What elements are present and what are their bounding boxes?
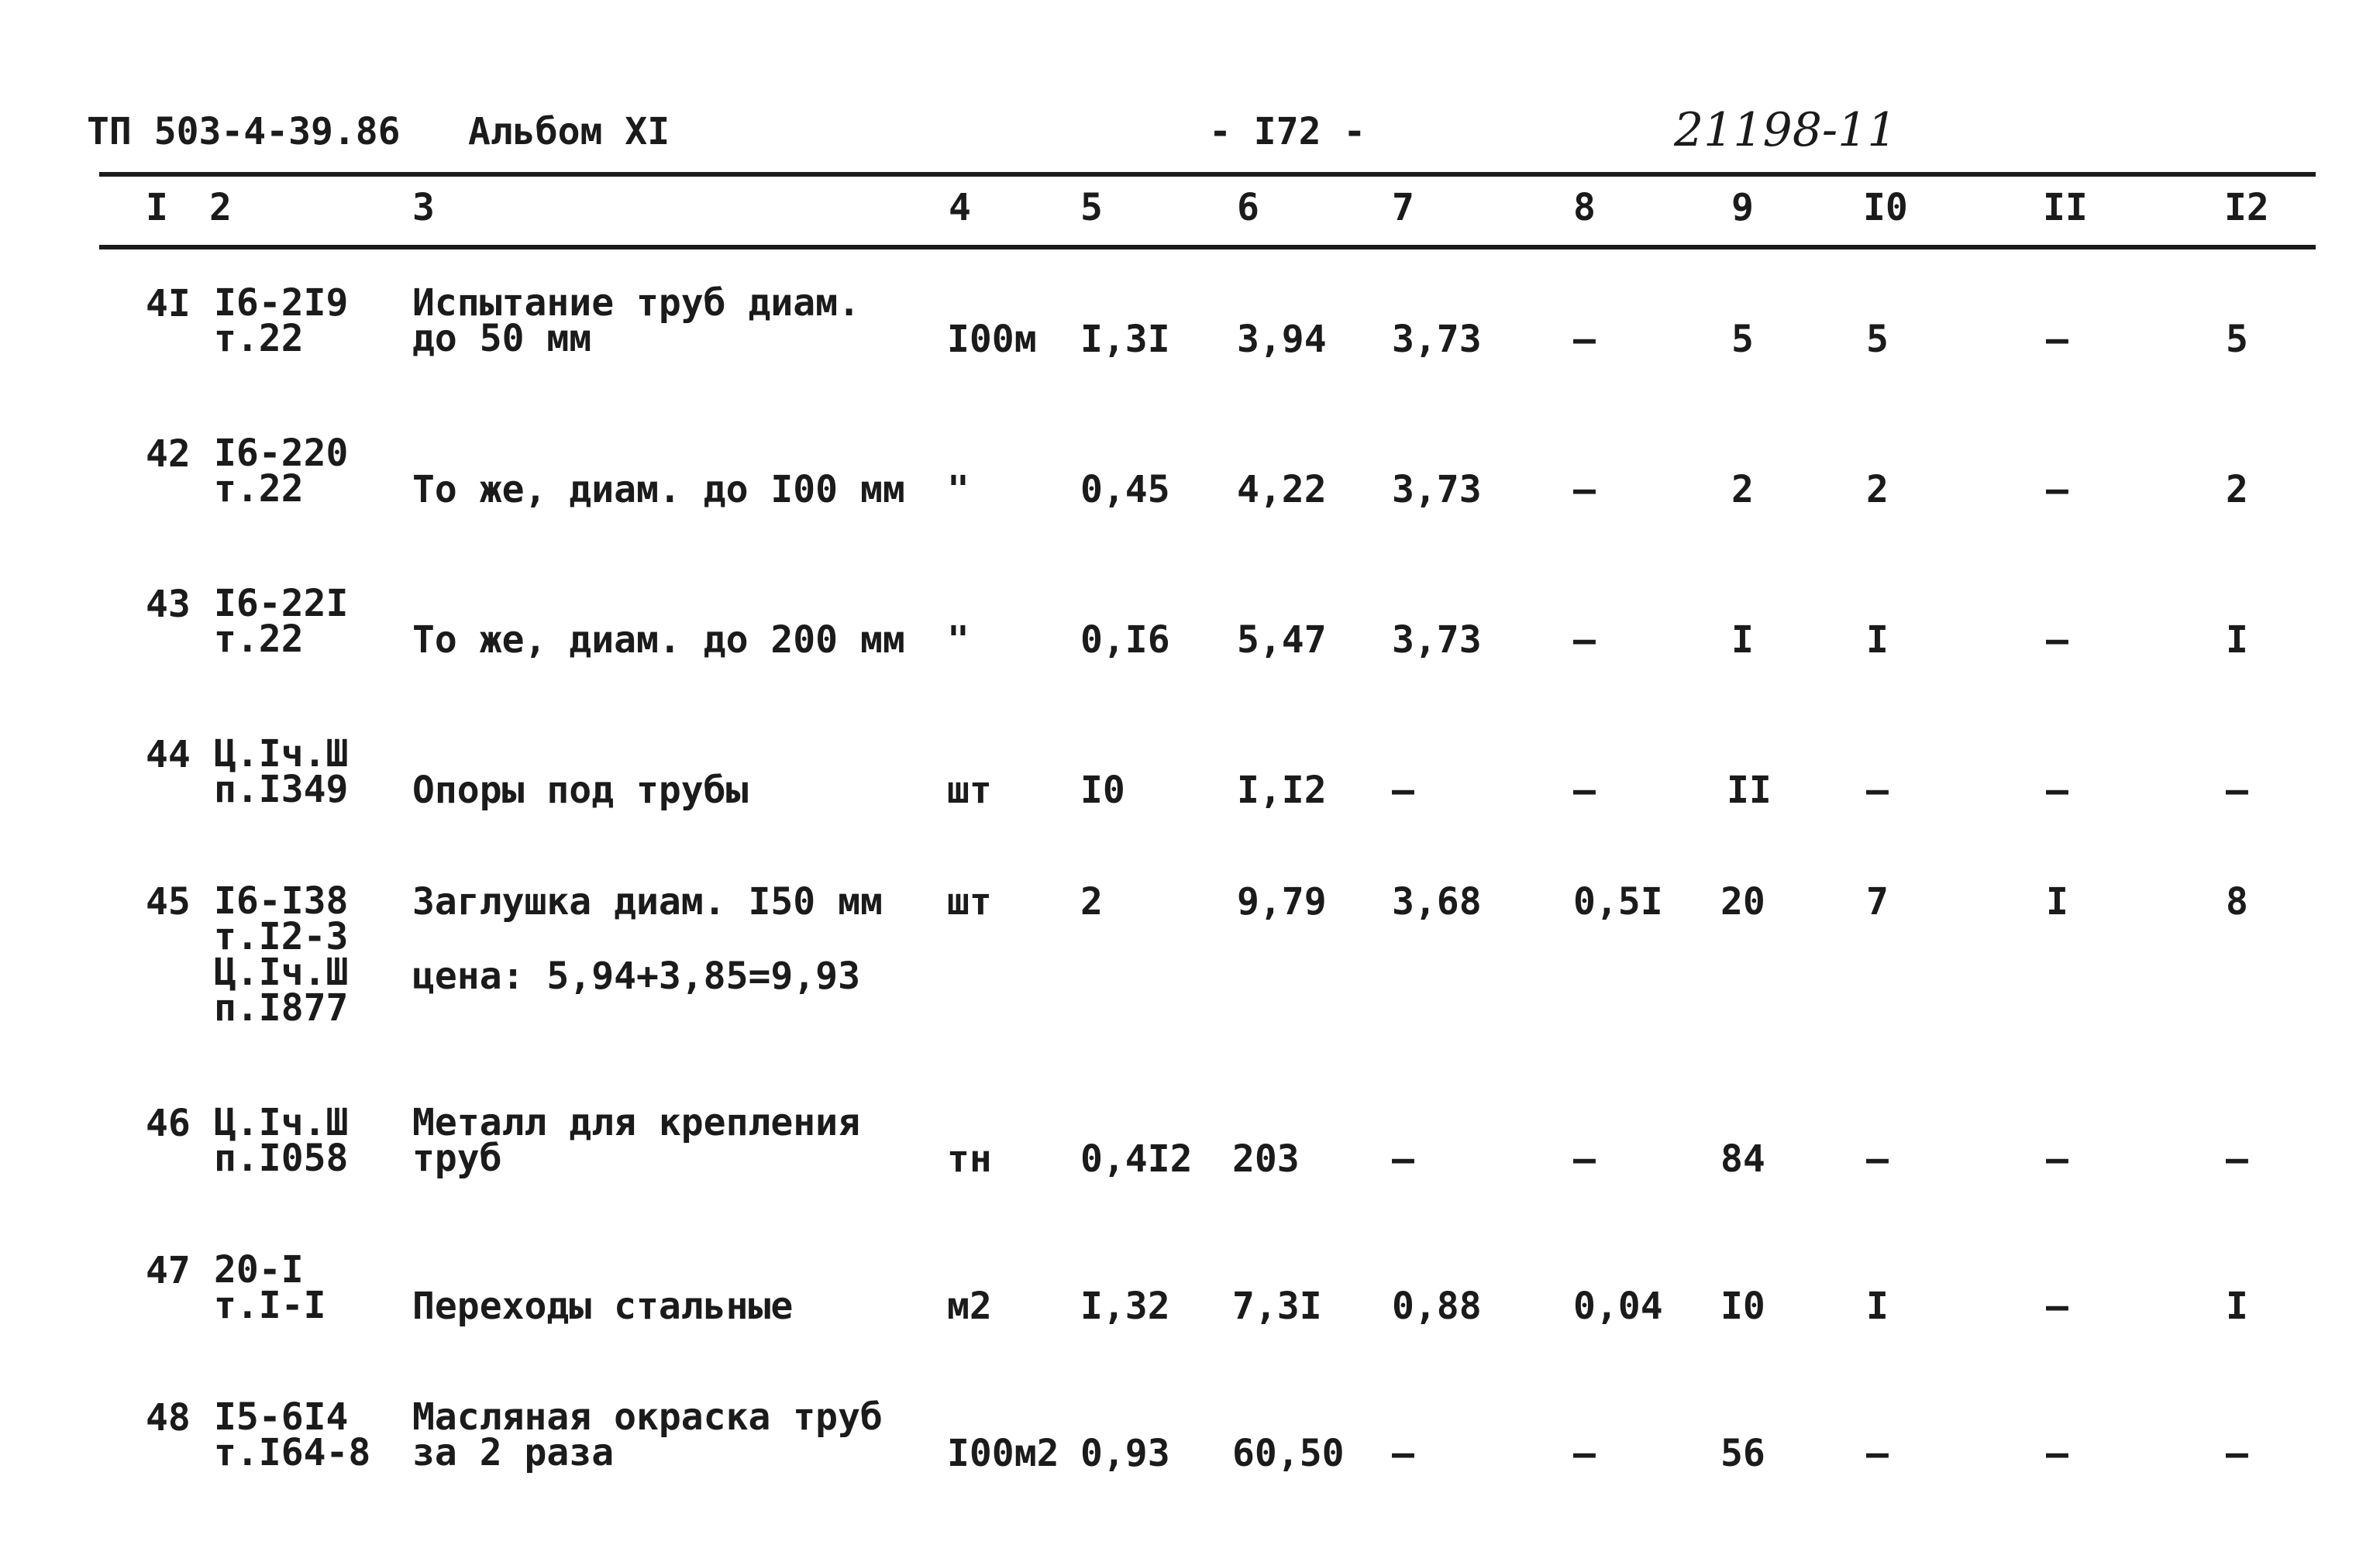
- cell-col12: I: [2226, 1285, 2248, 1328]
- cell-col9: 5: [1731, 318, 1754, 361]
- row-code: [214, 1248, 326, 1327]
- column-number-7: 7: [1392, 186, 1414, 229]
- cell-col5: 0,93: [1080, 1432, 1170, 1475]
- cell-col6: 60,50: [1232, 1432, 1345, 1475]
- cell-col7: –: [1392, 1137, 1414, 1181]
- cell-col11: –: [2046, 769, 2068, 812]
- cell-col9: 56: [1720, 1432, 1765, 1475]
- cell-col11: –: [2046, 618, 2068, 662]
- row-unit: м2: [947, 1285, 992, 1328]
- cell-col11: –: [2046, 1137, 2068, 1181]
- row-unit: шт: [947, 880, 992, 924]
- name-line: труб: [412, 1137, 502, 1180]
- code-line: Ц.Iч.Ш: [214, 732, 349, 776]
- row-unit: I00м2: [947, 1432, 1059, 1475]
- cell-col6: I,I2: [1237, 769, 1327, 812]
- name-line: Испытание труб диам.: [412, 281, 860, 325]
- cell-col9: I: [1731, 618, 1754, 662]
- code-line: I6-I38: [214, 879, 349, 923]
- row-number: 47: [146, 1249, 191, 1292]
- row-code: [214, 732, 349, 811]
- code-line: т.22: [214, 317, 304, 360]
- cell-col7: 3,73: [1392, 618, 1482, 662]
- cell-col5: I0: [1080, 769, 1125, 812]
- handwritten-number: 21198-11: [1674, 103, 1897, 157]
- cell-col7: 3,68: [1392, 880, 1482, 924]
- row-number: 46: [146, 1102, 191, 1145]
- cell-col9: I0: [1720, 1285, 1765, 1328]
- cell-col8: –: [1573, 618, 1596, 662]
- cell-col6: 7,3I: [1232, 1285, 1322, 1328]
- row-number: 43: [146, 583, 191, 626]
- cell-col12: I: [2226, 618, 2248, 662]
- cell-col10: –: [1866, 1432, 1889, 1475]
- cell-col5: 0,I6: [1080, 618, 1170, 662]
- cell-col10: I: [1866, 1285, 1889, 1328]
- cell-col9: II: [1727, 769, 1772, 812]
- code-line: т.I-I: [214, 1284, 326, 1327]
- code-line: Ц.Iч.Ш: [214, 951, 349, 994]
- column-number-6: 6: [1237, 186, 1259, 229]
- cell-col10: –: [1866, 1137, 1889, 1181]
- code-line: т.I2-3: [214, 915, 349, 958]
- column-number-4: 4: [949, 186, 971, 229]
- cell-col6: 4,22: [1237, 468, 1327, 511]
- cell-col11: –: [2046, 1432, 2068, 1475]
- cell-col10: –: [1866, 769, 1889, 812]
- cell-col8: 0,04: [1573, 1285, 1663, 1328]
- cell-col7: –: [1392, 769, 1414, 812]
- cell-col5: I,32: [1080, 1285, 1170, 1328]
- code-line: Ц.Iч.Ш: [214, 1101, 349, 1144]
- code-line: п.I349: [214, 768, 349, 811]
- cell-col12: 5: [2226, 318, 2248, 361]
- row-number: 42: [146, 432, 191, 476]
- row-number: 45: [146, 880, 191, 924]
- row-name: Переходы стальные: [412, 1285, 794, 1328]
- cell-col6: 203: [1232, 1137, 1300, 1181]
- column-number-3: 3: [412, 186, 435, 229]
- column-number-8: 8: [1573, 186, 1596, 229]
- top-rule: [99, 172, 2316, 177]
- cell-col10: 2: [1866, 468, 1889, 511]
- name-line: до 50 мм: [412, 317, 592, 360]
- cell-col6: 9,79: [1237, 880, 1327, 924]
- document-code: ТП 503-4-39.86: [87, 110, 401, 153]
- album-label: Альбом XI: [468, 110, 670, 153]
- code-line: п.I058: [214, 1137, 349, 1180]
- column-number-12: I2: [2224, 186, 2269, 229]
- row-code: [214, 1101, 349, 1180]
- row-number: 44: [146, 733, 191, 776]
- cell-col12: –: [2226, 1432, 2248, 1475]
- code-line: п.I877: [214, 986, 349, 1030]
- code-line: I5-6I4: [214, 1395, 349, 1439]
- cell-col12: 8: [2226, 880, 2248, 924]
- cell-col12: –: [2226, 1137, 2248, 1181]
- cell-col12: 2: [2226, 468, 2248, 511]
- row-name: То же, диам. до 200 мм: [412, 618, 905, 662]
- row-number: 48: [146, 1396, 191, 1440]
- cell-col8: –: [1573, 1432, 1596, 1475]
- code-line: I6-2I9: [214, 281, 349, 325]
- cell-col11: –: [2046, 318, 2068, 361]
- page-number: - I72 -: [1209, 110, 1366, 153]
- row-name: [412, 281, 860, 360]
- cell-col10: I: [1866, 618, 1889, 662]
- cell-col8: 0,5I: [1573, 880, 1663, 924]
- cell-col5: 0,45: [1080, 468, 1170, 511]
- cell-col5: 0,4I2: [1080, 1137, 1193, 1181]
- cell-col6: 5,47: [1237, 618, 1327, 662]
- name-line: Масляная окраска труб: [412, 1395, 883, 1439]
- cell-col10: 7: [1866, 880, 1889, 924]
- row-code: [214, 281, 349, 360]
- code-line: I6-22I: [214, 582, 349, 625]
- code-line: 20-I: [214, 1248, 304, 1292]
- code-line: т.22: [214, 467, 304, 511]
- column-number-10: I0: [1863, 186, 1908, 229]
- cell-col5: 2: [1080, 880, 1103, 924]
- row-number: 4I: [146, 282, 191, 325]
- cell-col12: –: [2226, 769, 2248, 812]
- cell-col9: 84: [1720, 1137, 1765, 1181]
- cell-col8: –: [1573, 769, 1596, 812]
- row-unit: тн: [947, 1137, 992, 1181]
- row-code: [214, 582, 349, 661]
- row-name: [412, 1101, 860, 1180]
- row-unit: шт: [947, 769, 992, 812]
- cell-col6: 3,94: [1237, 318, 1327, 361]
- cell-col9: 2: [1731, 468, 1754, 511]
- cell-col7: –: [1392, 1432, 1414, 1475]
- cell-col8: –: [1573, 468, 1596, 511]
- row-unit: I00м: [947, 318, 1037, 361]
- cell-col8: –: [1573, 1137, 1596, 1181]
- cell-col11: –: [2046, 468, 2068, 511]
- cell-col8: –: [1573, 318, 1596, 361]
- column-number-5: 5: [1080, 186, 1103, 229]
- cell-col7: 3,73: [1392, 468, 1482, 511]
- cell-col7: 3,73: [1392, 318, 1482, 361]
- name-line: Металл для крепления: [412, 1101, 860, 1144]
- price-note: цена: 5,94+3,85=9,93: [412, 955, 860, 998]
- cell-col10: 5: [1866, 318, 1889, 361]
- code-line: т.I64-8: [214, 1431, 371, 1474]
- name-line: за 2 раза: [412, 1431, 615, 1474]
- row-unit: ": [947, 468, 970, 511]
- row-code: [214, 432, 349, 511]
- column-number-2: 2: [209, 186, 232, 229]
- cell-col9: 20: [1720, 880, 1765, 924]
- row-name: Заглушка диам. I50 мм: [412, 880, 883, 924]
- row-name: То же, диам. до I00 мм: [412, 468, 905, 511]
- code-line: I6-220: [214, 432, 349, 475]
- header-bottom-rule: [99, 245, 2316, 249]
- column-number-11: II: [2043, 186, 2088, 229]
- column-number-1: I: [146, 186, 168, 229]
- code-line: т.22: [214, 618, 304, 661]
- row-unit: ": [947, 618, 970, 662]
- row-name: Опоры под трубы: [412, 769, 749, 812]
- cell-col5: I,3I: [1080, 318, 1170, 361]
- row-name: [412, 1395, 883, 1474]
- cell-col11: –: [2046, 1285, 2068, 1328]
- row-code: [214, 1395, 371, 1474]
- cell-col11: I: [2046, 880, 2068, 924]
- row-code: [214, 879, 349, 1030]
- column-number-9: 9: [1731, 186, 1754, 229]
- cell-col7: 0,88: [1392, 1285, 1482, 1328]
